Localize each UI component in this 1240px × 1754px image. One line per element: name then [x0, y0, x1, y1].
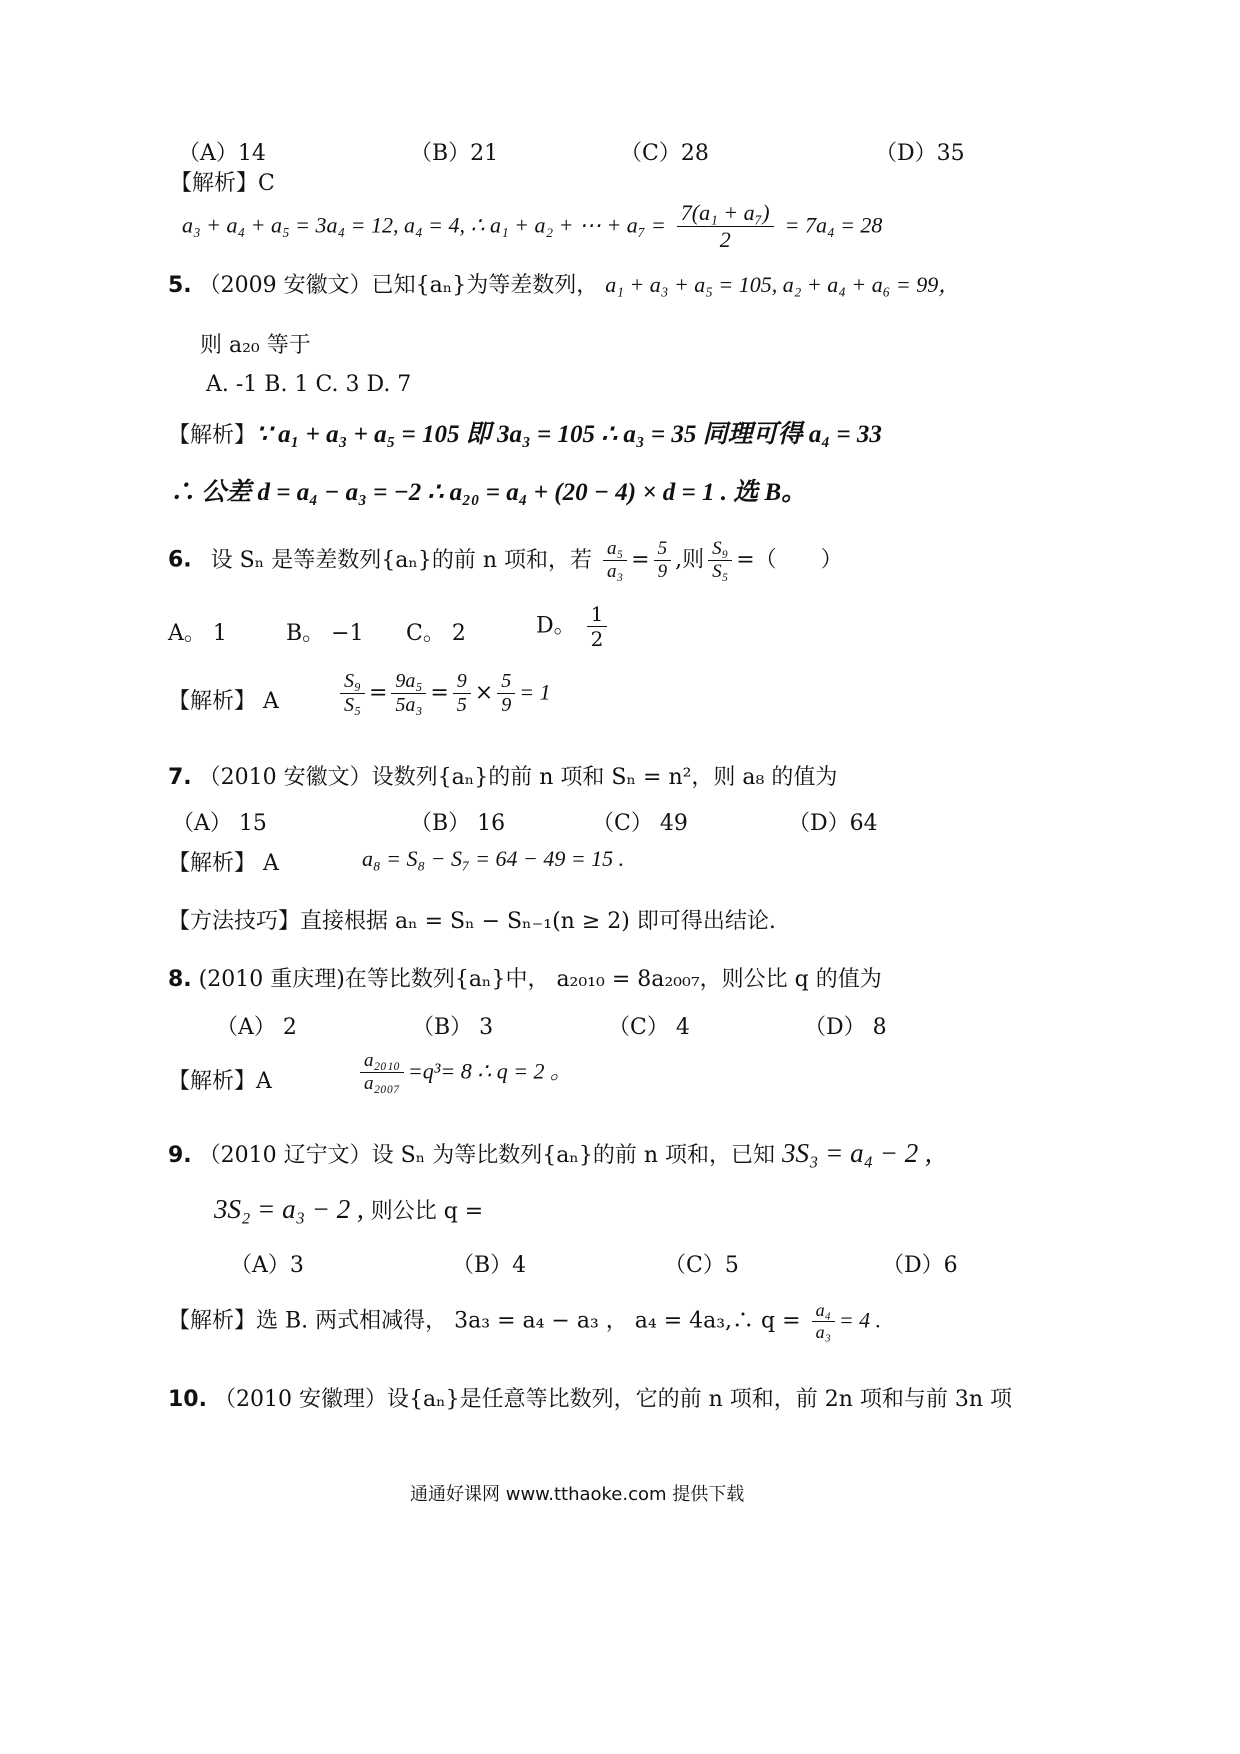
q6-choice-d-label: D。	[536, 613, 576, 639]
q7-choice-d: （D）64	[788, 811, 878, 836]
q9-frac-den: a₃	[815, 1322, 831, 1342]
q6-choice-d	[536, 602, 611, 651]
q6-sol-frac2-den: 5a₃	[395, 694, 423, 716]
q6-choice-a: A。 1	[168, 621, 227, 646]
q9-number: 9.	[168, 1143, 192, 1168]
q6-frac-a5-a3	[603, 538, 627, 583]
q4-formula-left: a₃ + a₄ + a₅ = 3a₄ = 12, a₄ = 4, ∴ a₁ + a₂ + ⋯ + a₇ =	[182, 212, 666, 238]
q7-stem: （2010 安徽文）设数列{aₙ}的前 n 项和 Sₙ = n²，则 a₈ 的值为	[198, 765, 838, 790]
q8-choice-b: （B） 3	[412, 1015, 494, 1040]
q6-frac-5: 5	[654, 538, 672, 561]
q4-answer: 【解析】C	[170, 171, 275, 196]
q5-number: 5.	[168, 273, 192, 298]
q6-sol-frac3-den: 5	[456, 694, 467, 716]
page-footer: 通通好课网 www.tthaoke.com 提供下载	[410, 1484, 745, 1505]
q5-solution-2	[170, 472, 806, 508]
q6-sol-tail: = 1	[519, 679, 551, 705]
q6-sol-frac1	[340, 670, 365, 717]
q5-solution-1	[168, 414, 882, 450]
q8-solution	[356, 1050, 572, 1095]
q6-sol-frac3-num: 9	[453, 670, 471, 694]
q4-formula-right: = 7a₄ = 28	[784, 212, 883, 238]
q6-frac-s9: S₉	[708, 538, 732, 561]
q6-choice-c: C。 2	[406, 621, 466, 646]
q8-frac-num: a₂₀₁₀	[360, 1050, 404, 1073]
q9-cond1: 3S₃ = a₄ − 2 ,	[782, 1138, 932, 1168]
q4-choice-c: （C）28	[620, 141, 709, 166]
q6-sol-frac3	[453, 670, 471, 717]
q9-line2-tail: 则公比 q =	[370, 1199, 484, 1224]
q6-number: 6.	[168, 547, 192, 573]
q5-condition: a₁ + a₃ + a₅ = 105, a₂ + a₄ + a₆ = 99，	[605, 272, 961, 297]
q4-fraction	[677, 200, 774, 253]
q6-sol-frac4-den: 9	[501, 694, 512, 716]
q8-stem: (2010 重庆理)在等比数列{aₙ}中， a₂₀₁₀ = 8a₂₀₀₇，则公比 q 的值为	[198, 967, 882, 992]
q6-sol-frac2	[391, 670, 426, 717]
q7-answer: 【解析】 A	[168, 851, 279, 876]
q9-stem-line	[168, 1138, 932, 1169]
q6-frac-9: 9	[657, 561, 668, 582]
q5-line2: 则 a₂₀ 等于	[200, 333, 311, 358]
q10-stem: （2010 安徽理）设{aₙ}是任意等比数列，它的前 n 项和，前 2n 项和与前 3n 项	[213, 1387, 1013, 1412]
q9-choice-d: （D）6	[882, 1253, 958, 1278]
q9-line2	[214, 1194, 483, 1225]
q6-sol-frac4-num: 5	[497, 670, 515, 694]
q7-choice-b: （B） 16	[410, 811, 506, 836]
q7-choice-a: （A） 15	[172, 811, 267, 836]
q7-tip: 【方法技巧】直接根据 aₙ = Sₙ − Sₙ₋₁(n ≥ 2) 即可得出结论.	[168, 909, 776, 934]
q6-sol-frac1-den: S₅	[344, 694, 361, 716]
q6-choice-b: B。 −1	[286, 621, 364, 646]
q9-cond2: 3S₂ = a₃ − 2 ,	[214, 1194, 364, 1224]
q5-solution-label: 【解析】	[168, 423, 257, 448]
q6-eq: =	[631, 547, 650, 573]
q8-number: 8.	[168, 967, 192, 992]
q8-frac-den: a₂₀₀₇	[364, 1073, 400, 1094]
q6-then: ,则	[675, 547, 705, 573]
q5-stem: （2009 安徽文）已知{aₙ}为等差数列，	[198, 273, 599, 298]
q6-frac-a3: a₃	[607, 561, 624, 582]
q6-choice-d-frac	[587, 602, 608, 651]
q9-sol-tail: = 4 .	[838, 1307, 882, 1333]
q7-choice-c: （C） 49	[592, 811, 688, 836]
q9-choice-c: （C）5	[664, 1253, 739, 1278]
q8-sol-text: =q³= 8 ∴ q = 2 。	[407, 1058, 573, 1084]
q9-sol-text: 【解析】选 B. 两式相减得， 3a₃ = a₄ − a₃ ， a₄ = 4a₃,∴ q =	[168, 1308, 801, 1334]
q6-sol-frac1-num: S₉	[340, 670, 365, 694]
q8-choice-d: （D） 8	[804, 1015, 887, 1040]
q7-solution: a₈ = S₈ − S₇ = 64 − 49 = 15 .	[362, 846, 625, 871]
q6-stem-line	[168, 538, 843, 583]
q6-stem: 设 Sₙ 是等差数列{aₙ}的前 n 项和，若	[210, 547, 593, 573]
q4-choice-d: （D）35	[875, 141, 965, 166]
q10-number: 10.	[168, 1387, 207, 1412]
q8-frac	[360, 1050, 404, 1095]
q5-stem-line	[168, 268, 960, 299]
q5-solution-text-1: ∵ a₁ + a₃ + a₅ = 105 即 3a₃ = 105 ∴ a₃ = 35 同理可得 a₄ = 33	[256, 421, 882, 448]
q7-stem-line	[168, 760, 837, 791]
q6-sol-frac2-num: 9a₅	[391, 670, 426, 694]
q9-stem: （2010 辽宁文）设 Sₙ 为等比数列{aₙ}的前 n 项和，已知	[198, 1143, 776, 1168]
q6-sol-frac4	[497, 670, 515, 717]
q6-frac-s9-s5	[708, 538, 732, 583]
q6-frac-s5: S₅	[712, 561, 729, 582]
q9-choice-b: （B）4	[452, 1253, 527, 1278]
q4-choice-b: （B）21	[410, 141, 499, 166]
q6-solution: $\frac{\text{S₉}}{\text{S₅}}$ = $\frac{\text{9a₅}}{\text{5a₃}}$ = $\frac{9}{5}$ × $\frac{5}{9}$ = 1	[336, 670, 551, 717]
q5-choices: A. -1 B. 1 C. 3 D. 7	[206, 372, 412, 397]
q4-frac-den: 2	[719, 227, 731, 252]
q4-choice-a: （A）14	[178, 141, 266, 166]
q9-frac	[812, 1300, 835, 1343]
q4-solution	[182, 200, 882, 253]
q9-frac-num: a₄	[812, 1300, 835, 1322]
q9-choice-a: （A）3	[230, 1253, 304, 1278]
q8-choice-c: （C） 4	[608, 1015, 690, 1040]
q6-choice-d-den: 2	[590, 627, 604, 651]
q6-choice-d-num: 1	[587, 602, 608, 627]
q8-stem-line	[168, 962, 882, 993]
q6-frac-a5: a₅	[603, 538, 627, 561]
q9-solution	[168, 1300, 881, 1343]
q6-frac-5-9	[654, 538, 672, 583]
q6-answer: 【解析】 A	[168, 689, 279, 714]
q10-stem-line	[168, 1382, 1012, 1413]
q7-number: 7.	[168, 765, 192, 790]
q4-frac-num: 7(a₁ + a₇)	[677, 200, 774, 227]
q6-tail: =（ ）	[736, 547, 843, 573]
q8-answer: 【解析】A	[168, 1069, 272, 1094]
q8-choice-a: （A） 2	[216, 1015, 297, 1040]
q5-solution-text-2: ∴ 公差 d = a₄ − a₃ = −2 ∴ a₂₀ = a₄ + (20 − 4) × d = 1 . 选 B。	[170, 479, 807, 506]
